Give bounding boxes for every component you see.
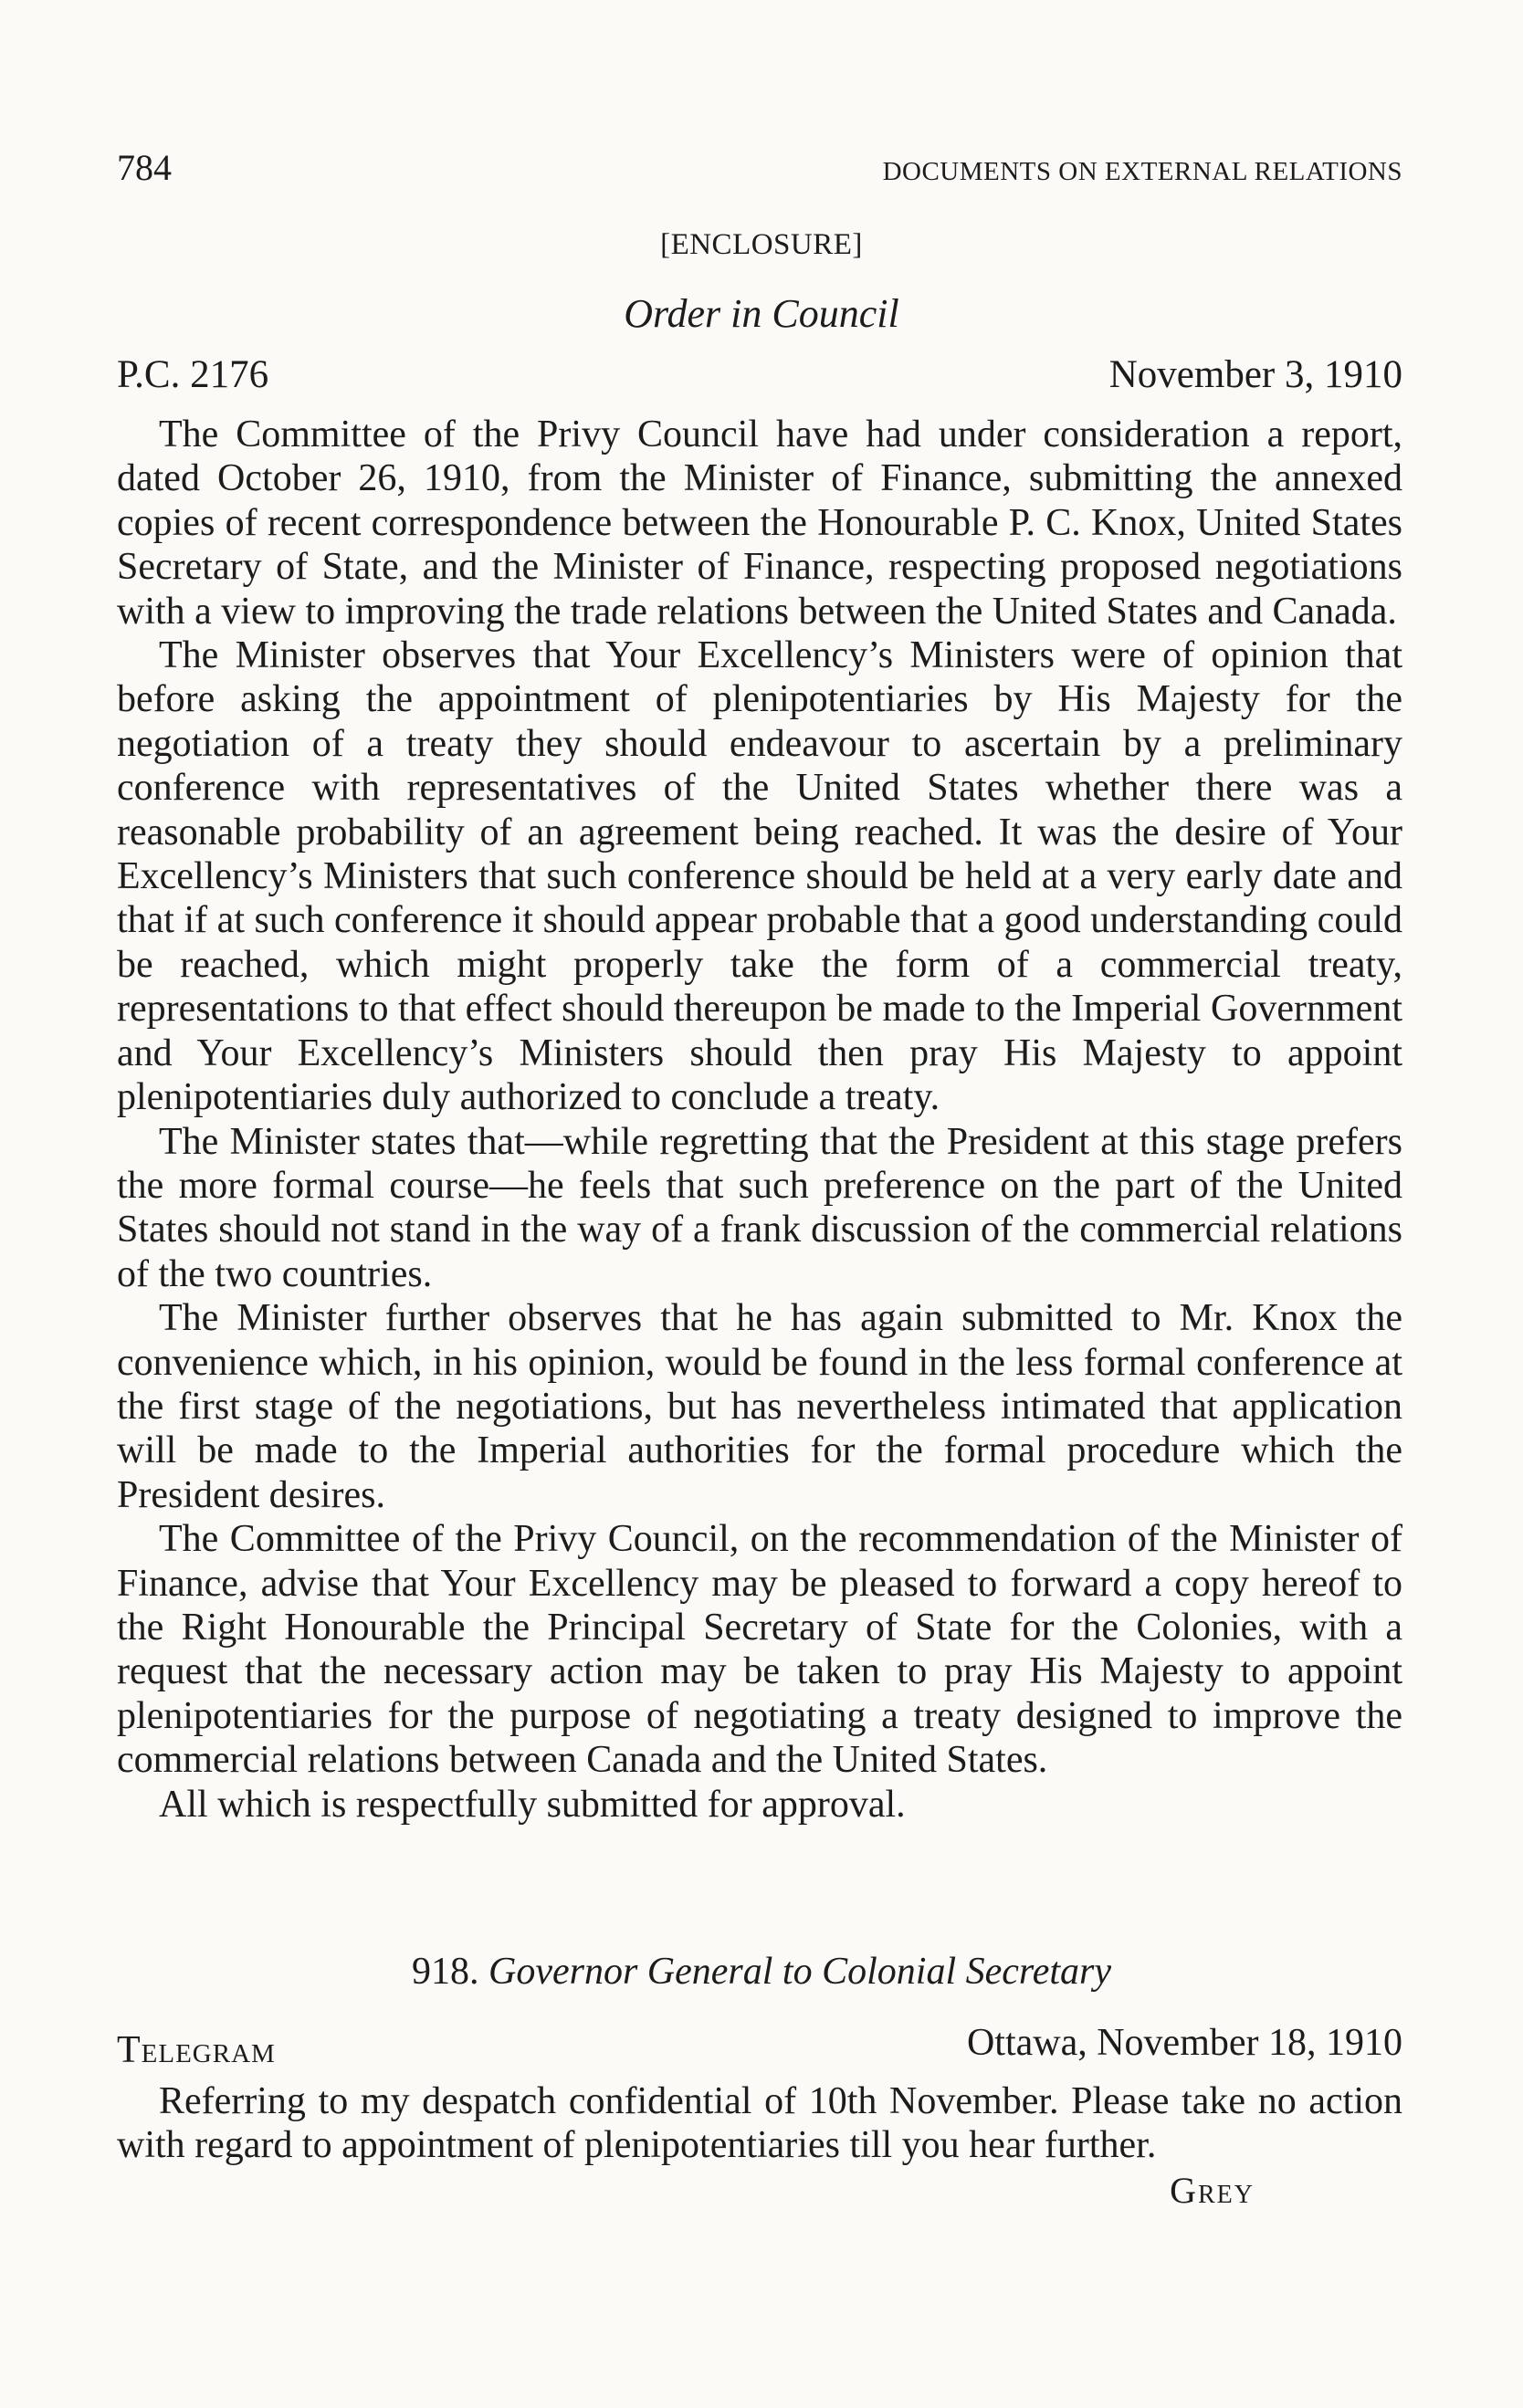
paragraph: The Committee of the Privy Council have had under consideration a report, dated October 26, 1910, from the Minister of Finance, submitting the annexed copies of recent correspondence between the Honourable P. C. Knox, United States Secretary of State, and the Minister of Finance, respecting proposed negotiations with a view to improving the trade relations between the United States and Canada.	[117, 414, 1402, 633]
page-header	[117, 146, 1402, 189]
telegram-body	[117, 2079, 1402, 2168]
paragraph: The Minister further observes that he has again submitted to Mr. Knox the convenience which, in his opinion, would be found in the less formal conference at the first stage of the negotiations, but has nevertheless intimated that application will be made to the Imperial authorities for the formal procedure which the President desires.	[117, 1297, 1402, 1516]
document-heading	[0, 1950, 1523, 1994]
telegram-label: Telegram	[117, 2029, 276, 2071]
telegram-paragraph: Referring to my despatch confidential of 10th November. Please take no action with regard to appointment of plenipotentiaries till you hear further.	[117, 2080, 1402, 2167]
order-reference-row	[117, 352, 1402, 397]
document-title: Governor General to Colonial Secretary	[488, 1951, 1111, 1993]
order-title: Order in Council	[624, 291, 899, 336]
signature: Grey	[1170, 2170, 1255, 2211]
enclosure-label: [ENCLOSURE]	[660, 228, 863, 261]
order-reference: P.C. 2176	[117, 353, 269, 396]
paragraph: The Committee of the Privy Council, on the recommendation of the Minister of Finance, advise that Your Excellency may be pleased to forward a copy hereof to the Right Honourable the Principal Secretary of State for the Colonies, with a request that the necessary action may be taken to pray His Majesty to appoint plenipotentiaries for the purpose of negotiating a treaty designed to improve the commercial relations between Canada and the United States.	[117, 1518, 1402, 1782]
telegram-place-date: Ottawa, November 18, 1910	[966, 2022, 1402, 2064]
order-date: November 3, 1910	[1108, 353, 1402, 396]
running-head: DOCUMENTS ON EXTERNAL RELATIONS	[882, 157, 1402, 186]
telegram-header-row	[117, 2021, 1402, 2071]
paragraph: All which is respectfully submitted for approval.	[159, 1783, 906, 1826]
paragraph: The Minister observes that Your Excellency’s Ministers were of opinion that before asking the appointment of plenipotentiaries by His Majesty for the negotiation of a treaty they should endeavour to ascertain by a preliminary conference with representatives of the United States whether there was a reasonable probability of an agreement being reached. It was the desire of Your Excellency’s Ministers that such conference should be held at a very early date and that if at such conference it should appear probable that a good understanding could be reached, which might properly take the form of a commercial treaty, representations to that effect should thereupon be made to the Imperial Government and Your Excellency’s Ministers should then pray His Majesty to appoint plenipotentiaries duly authorized to conclude a treaty.	[117, 634, 1402, 1119]
order-body	[117, 413, 1402, 1827]
page-number: 784	[117, 147, 172, 188]
paragraph: The Minister states that—while regretting that the President at this stage prefers the more formal course—he feels that such preference on the part of the United States should not stand in the way of a frank discussion of the commercial relations of the two countries.	[117, 1120, 1402, 1295]
document-number: 918.	[412, 1951, 479, 1993]
